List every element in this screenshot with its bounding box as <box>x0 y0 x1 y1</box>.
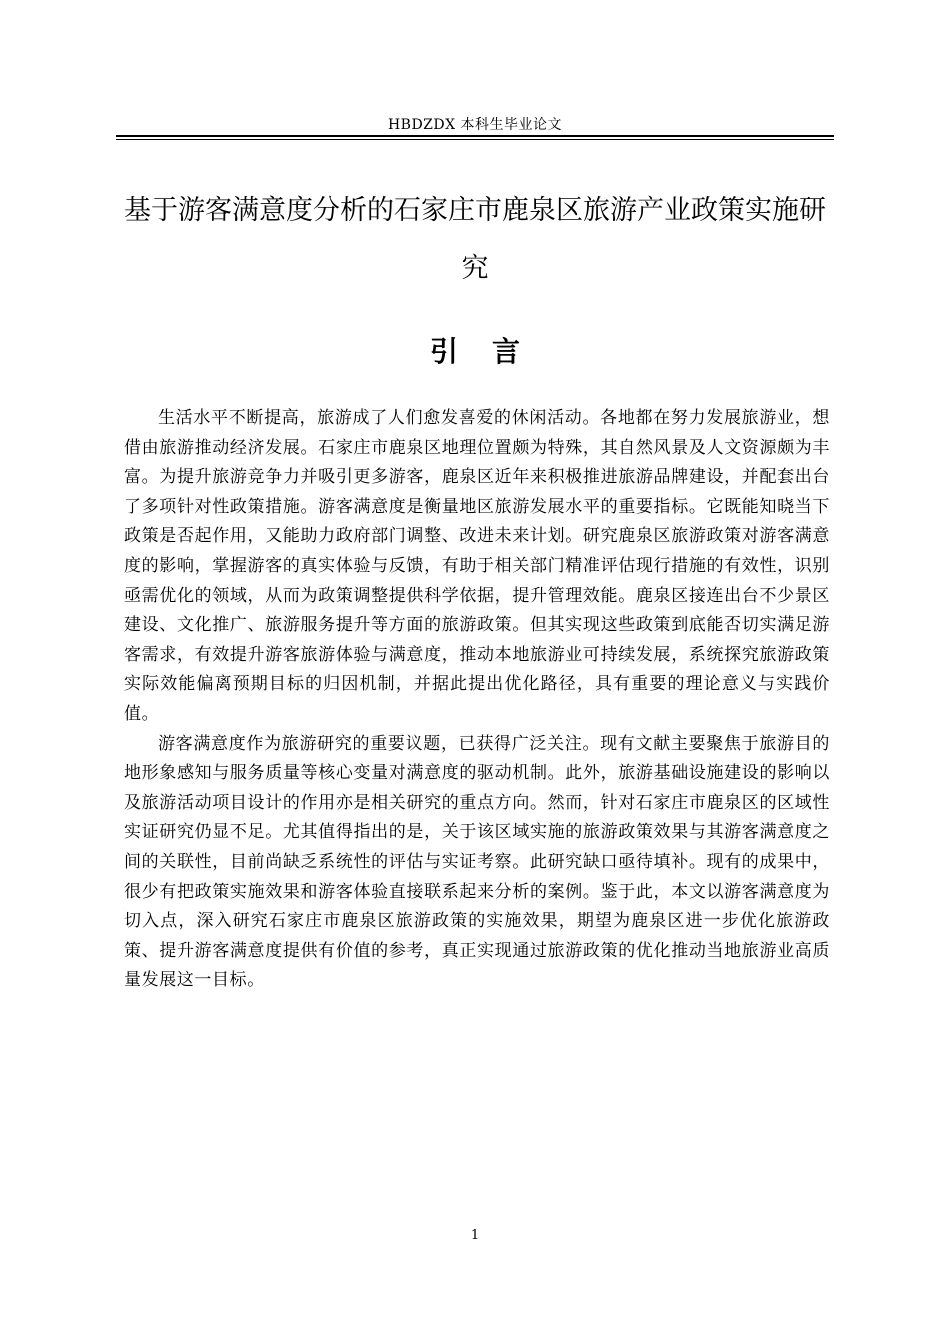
paragraph-2: 游客满意度作为旅游研究的重要议题，已获得广泛关注。现有文献主要聚焦于旅游目的地形象感知与服务质量等核心变量对满意度的驱动机制。此外，旅游基础设施建设的影响以及旅游活动项目设计的作用亦是相关研究的重点方向。然而，针对石家庄市鹿泉区的区域性实证研究仍显不足。尤其值得指出的是，关于该区域实施的旅游政策效果与其游客满意度之间的关联性，目前尚缺乏系统性的评估与实证考察。此研究缺口亟待填补。现有的成果中，很少有把政策实施效果和游客体验直接联系起来分析的案例。鉴于此，本文以游客满意度为切入点，深入研究石家庄市鹿泉区旅游政策的实施效果，期望为鹿泉区进一步优化旅游政策、提升游客满意度提供有价值的参考，真正实现通过旅游政策的优化推动当地旅游业高质量发展这一目标。 <box>124 733 830 991</box>
paper-title: 基于游客满意度分析的石家庄市鹿泉区旅游产业政策实施研究 <box>124 195 826 284</box>
page-number: 1 <box>470 1228 480 1243</box>
section-heading: 引言 <box>429 335 554 368</box>
body-text <box>124 404 830 996</box>
running-header: HBDZDX 本科生毕业论文 <box>387 117 563 133</box>
header-rule <box>116 135 834 137</box>
paragraph-1: 生活水平不断提高，旅游成了人们愈发喜爱的休闲活动。各地都在努力发展旅游业，想借由旅游推动经济发展。石家庄市鹿泉区地理位置颇为特殊，其自然风景及人文资源颇为丰富。为提升旅游竞争力并吸引更多游客，鹿泉区近年来积极推进旅游品牌建设，并配套出台了多项针对性政策措施。游客满意度是衡量地区旅游发展水平的重要指标。它既能知晓当下政策是否起作用，又能助力政府部门调整、改进未来计划。研究鹿泉区旅游政策对游客满意度的影响，掌握游客的真实体验与反馈，有助于相关部门精准评估现行措施的有效性，识别亟需优化的领域，从而为政策调整提供科学依据，提升管理效能。鹿泉区接连出台不少景区建设、文化推广、旅游服务提升等方面的旅游政策。但其实现这些政策到底能否切实满足游客需求，有效提升游客旅游体验与满意度，推动本地旅游业可持续发展，系统探究旅游政策实际效能偏离预期目标的归因机制，并据此提出优化路径，具有重要的理论意义与实践价值。 <box>124 408 830 724</box>
header-rule-thin <box>116 139 834 140</box>
